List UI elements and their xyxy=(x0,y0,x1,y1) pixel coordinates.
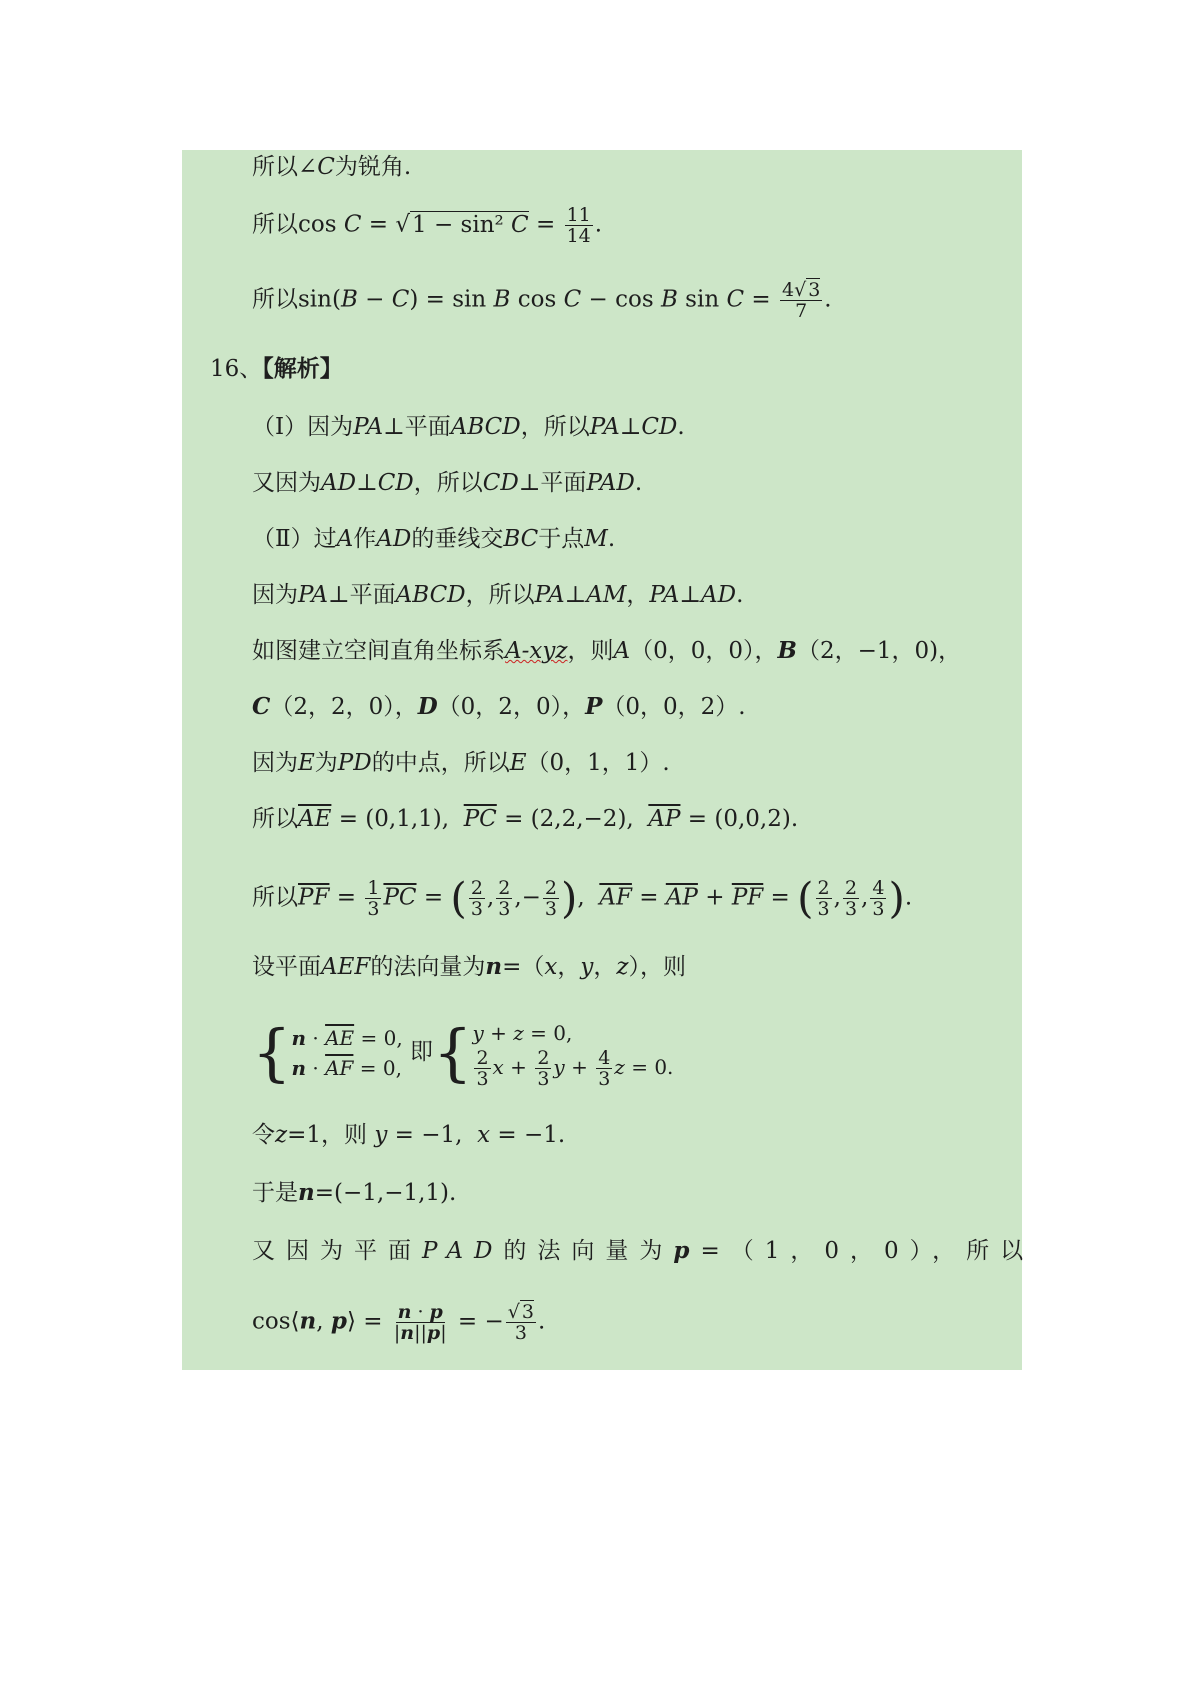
text-line-2: 所以cos C = √1 − sin² C = $\frac{11}{14}$ . xyxy=(252,204,603,247)
text-line-7: （Ⅱ）过A作AD的垂线交BC于点M. xyxy=(252,526,616,552)
text-line-19: cos⟨n, p⟩ = $\frac{n \cdot p}{|n||p|}$ = − $\frac{√ 3}{3}$ . xyxy=(252,1301,546,1344)
text-line-8: 因为PA⊥平面ABCD，所以PA⊥AM，PA⊥AD. xyxy=(252,582,744,608)
text-line-14: 设平面AEF的法向量为n=（x，y，z），则 xyxy=(252,953,686,980)
text-line-5: （Ⅰ）因为PA⊥平面ABCD，所以PA⊥CD. xyxy=(252,414,685,440)
text-line-3: 所以sin(B − C) = sin B cos C − cos B sin C = $\frac{4√ 3}{7}$ . xyxy=(252,279,832,322)
text-line-10: C（2，2，0），D（0，2，0），P（0，0，2）. xyxy=(252,693,746,720)
text-line-13: 所以$\overline{PF}$ = $\frac{1}{3}$ $\overline{PC}$ = ( $\frac{2}{3}$ , $\frac{2}{3}$ ,− $\frac{2}{3}$ ), $\overline{AF} = \overline{AP} + \overline{PF}$ = ( $\frac{2}{3}$ , $\frac{2}{3}$ , $\frac{4}{3}$ ). xyxy=(252,873,913,923)
section-heading-16: 16、【解析】 xyxy=(210,355,343,382)
text-line-16: 令z=1，则 y = −1, x = −1. xyxy=(252,1122,566,1148)
text-line-11: 因为E为PD的中点，所以E（0，1，1）. xyxy=(252,750,670,776)
text-line-15: { $n \cdot \overline{AE} = 0$, $n \cdot \overline{AF} = 0$, 即{ y + z = 0, $\frac{2}{3}$ x + $\frac{2}{3}$ y + $\frac{4}{3}$ z = 0. xyxy=(252,1016,674,1090)
text-line-6: 又因为AD⊥CD，所以CD⊥平面PAD. xyxy=(252,470,643,496)
text-line-12: 所以$\overline{AE} = (0,1,1)$, $\overline{PC} = (2,2,-2)$, $\overline{AP} = (0,0,2)$. xyxy=(252,806,799,832)
text-line-1: 所以∠C为锐角. xyxy=(252,154,412,180)
text-line-18: 又因为平面PAD的法向量为p=（1，0，0），所以 xyxy=(252,1237,1035,1264)
text-line-9: 如图建立空间直角坐标系A-xyz，则A（0，0，0），B（2，−1，0)， xyxy=(252,637,962,664)
text-line-17: 于是n=(−1,−1,1). xyxy=(252,1179,457,1206)
